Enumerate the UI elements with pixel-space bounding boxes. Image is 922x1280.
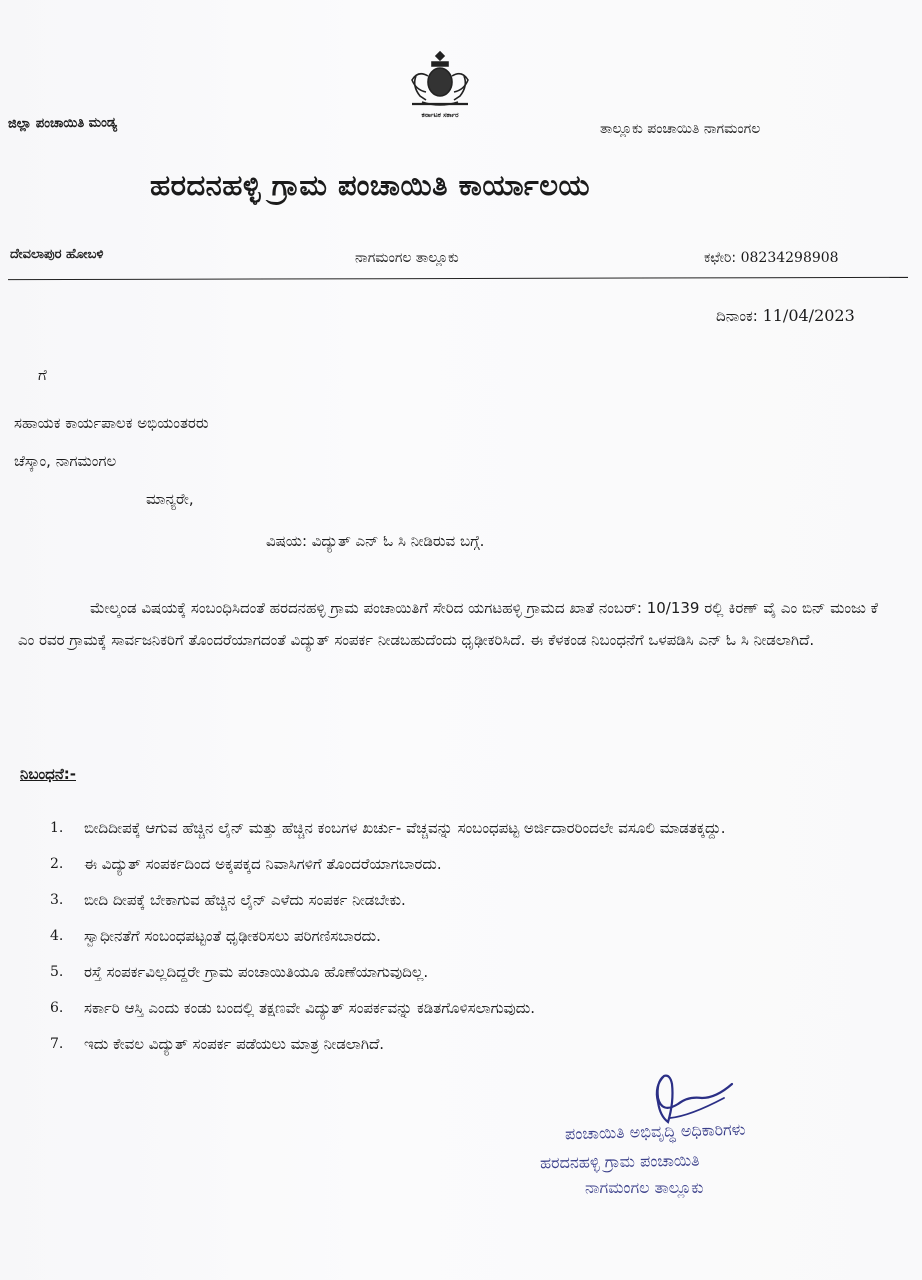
signature-line2: ಹರದನಹಳ್ಳಿ ಗ್ರಾಮ ಪಂಚಾಯಿತಿ	[539, 1150, 700, 1173]
district-panchayat-label: ಜಿಲ್ಲಾ ಪಂಚಾಯಿತಿ ಮಂಡ್ಯ	[7, 115, 118, 132]
list-item: 7. ಇದು ಕೇವಲ ವಿದ್ಯುತ್ ಸಂಪರ್ಕ ಪಡೆಯಲು ಮಾತ್ರ ನೀಡಲಾಗಿದೆ.	[50, 1035, 385, 1053]
office-phone-number: 08234298908	[740, 250, 839, 266]
body-text: ಮೇಲ್ಕಂಡ ವಿಷಯಕ್ಕೆ ಸಂಬಂಧಿಸಿದಂತೆ ಹರದನಹಳ್ಳಿ ಗ್ರಾಮ ಪಂಚಾಯಿತಿಗೆ ಸೇರಿದ ಯಗಟಹಳ್ಳಿ ಗ್ರಾಮದ ಖಾತೆ ನಂಬರ್: 10/139 ರಲ್ಲಿ ಕಿರಣ್ ವೈ ಎಂ ಬಿನ್ ಮಂಜು ಕೆ ಎಂ ರವರ ಗ್ರಾಮಕ್ಕೆ ಸಾರ್ವಜನಿಕರಿಗೆ ತೊಂದರೆಯಾಗದಂತೆ ವಿದ್ಯುತ್ ಸಂಪರ್ಕ ನೀಡಬಹುದೆಂದು ಧೃಢೀಕರಿಸಿದೆ. ಈ ಕೆಳಕಂಡ ನಿಬಂಧನೆಗೆ ಒಳಪಡಿಸಿ ಎನ್ ಓ ಸಿ ನೀಡಲಾಗಿದೆ.	[18, 599, 878, 649]
addressee-to: ಗೆ	[38, 366, 47, 384]
subject-line: ವಿಷಯ: ವಿದ್ಯುತ್ ಎನ್ ಓ ಸಿ ನೀಡಿರುವ ಬಗ್ಗೆ.	[266, 532, 485, 550]
letter-date	[716, 306, 855, 325]
list-item: 4. ಸ್ವಾಧೀನತೆಗೆ ಸಂಬಂಧಪಟ್ಟಂತೆ ಧೃಢೀಕರಿಸಲು ಪರಿಗಣಿಸಬಾರದು.	[50, 927, 381, 945]
taluk-label: ನಾಗಮಂಗಲ ತಾಲ್ಲೂಕು	[355, 250, 459, 266]
list-item: 5. ರಸ್ತೆ ಸಂಪರ್ಕವಿಲ್ಲದಿದ್ದರೇ ಗ್ರಾಮ ಪಂಚಾಯಿತಿಯೂ ಹೊಣೆಯಾಗುವುದಿಲ್ಲ.	[50, 963, 429, 981]
conditions-list	[50, 815, 830, 1067]
list-item: 3. ಬೀದಿ ದೀಪಕ್ಕೆ ಬೇಕಾಗುವ ಹೆಚ್ಚಿನ ಲೈನ್ ಎಳೆದು ಸಂಪರ್ಕ ನೀಡಬೇಕು.	[50, 891, 406, 909]
date-label: ದಿನಾಂಕ:	[716, 307, 758, 325]
office-phone	[704, 250, 839, 266]
salutation: ಮಾನ್ಯರೇ,	[146, 490, 194, 508]
hobli-label: ದೇವಲಾಪುರ ಹೋಬಳಿ	[10, 247, 104, 262]
emblem-caption: ಕರ್ನಾಟಕ ಸರ್ಕಾರ	[421, 111, 459, 119]
body-paragraph	[18, 592, 878, 656]
conditions-heading: ನಿಬಂಧನೆ:-	[20, 765, 76, 783]
list-item: 1. ಬೀದಿದೀಪಕ್ಕೆ ಆಗುವ ಹೆಚ್ಚಿನ ಲೈನ್ ಮತ್ತು ಹೆಚ್ಚಿನ ಕಂಬಗಳ ಖರ್ಚು- ವೆಚ್ಚವನ್ನು ಸಂಬಂಧಪಟ್ಟ ಅರ್ಜಿದಾರರಿಂದಲೇ ವಸೂಲಿ ಮಾಡತಕ್ಕದ್ದು.	[50, 819, 726, 837]
date-value: 11/04/2023	[762, 306, 855, 325]
list-item: 2. ಈ ವಿದ್ಯುತ್ ಸಂಪರ್ಕದಿಂದ ಅಕ್ಕಪಕ್ಕದ ನಿವಾಸಿಗಳಿಗೆ ತೊಂದರೆಯಾಗಬಾರದು.	[50, 855, 442, 873]
signature-line3: ನಾಗಮಂಗಲ ತಾಲ್ಲೂಕು	[585, 1178, 704, 1197]
addressee-line1: ಸಹಾಯಕ ಕಾರ್ಯಪಾಲಕ ಅಭಿಯಂತರರು	[14, 414, 209, 432]
addressee-line2: ಚೆಸ್ಕಾಂ, ನಾಗಮಂಗಲ	[14, 452, 117, 470]
header-divider	[8, 277, 908, 280]
signature-line1: ಪಂಚಾಯಿತಿ ಅಭಿವೃದ್ಧಿ ಅಧಿಕಾರಿಗಳು	[564, 1119, 746, 1144]
office-title: ಹರದನಹಳ್ಳಿ ಗ್ರಾಮ ಪಂಚಾಯಿತಿ ಕಾರ್ಯಾಲಯ	[150, 168, 591, 202]
list-item: 6. ಸರ್ಕಾರಿ ಆಸ್ತಿ ಎಂದು ಕಂಡು ಬಂದಲ್ಲಿ ತಕ್ಷಣವೇ ವಿದ್ಯುತ್ ಸಂಪರ್ಕವನ್ನು ಕಡಿತಗೊಳಿಸಲಾಗುವುದು.	[50, 999, 535, 1017]
karnataka-emblem-icon	[402, 46, 478, 122]
office-phone-label: ಕಛೇರಿ:	[704, 250, 737, 266]
taluk-panchayat-label: ತಾಲ್ಲೂಕು ಪಂಚಾಯಿತಿ ನಾಗಮಂಗಲ	[600, 121, 761, 137]
